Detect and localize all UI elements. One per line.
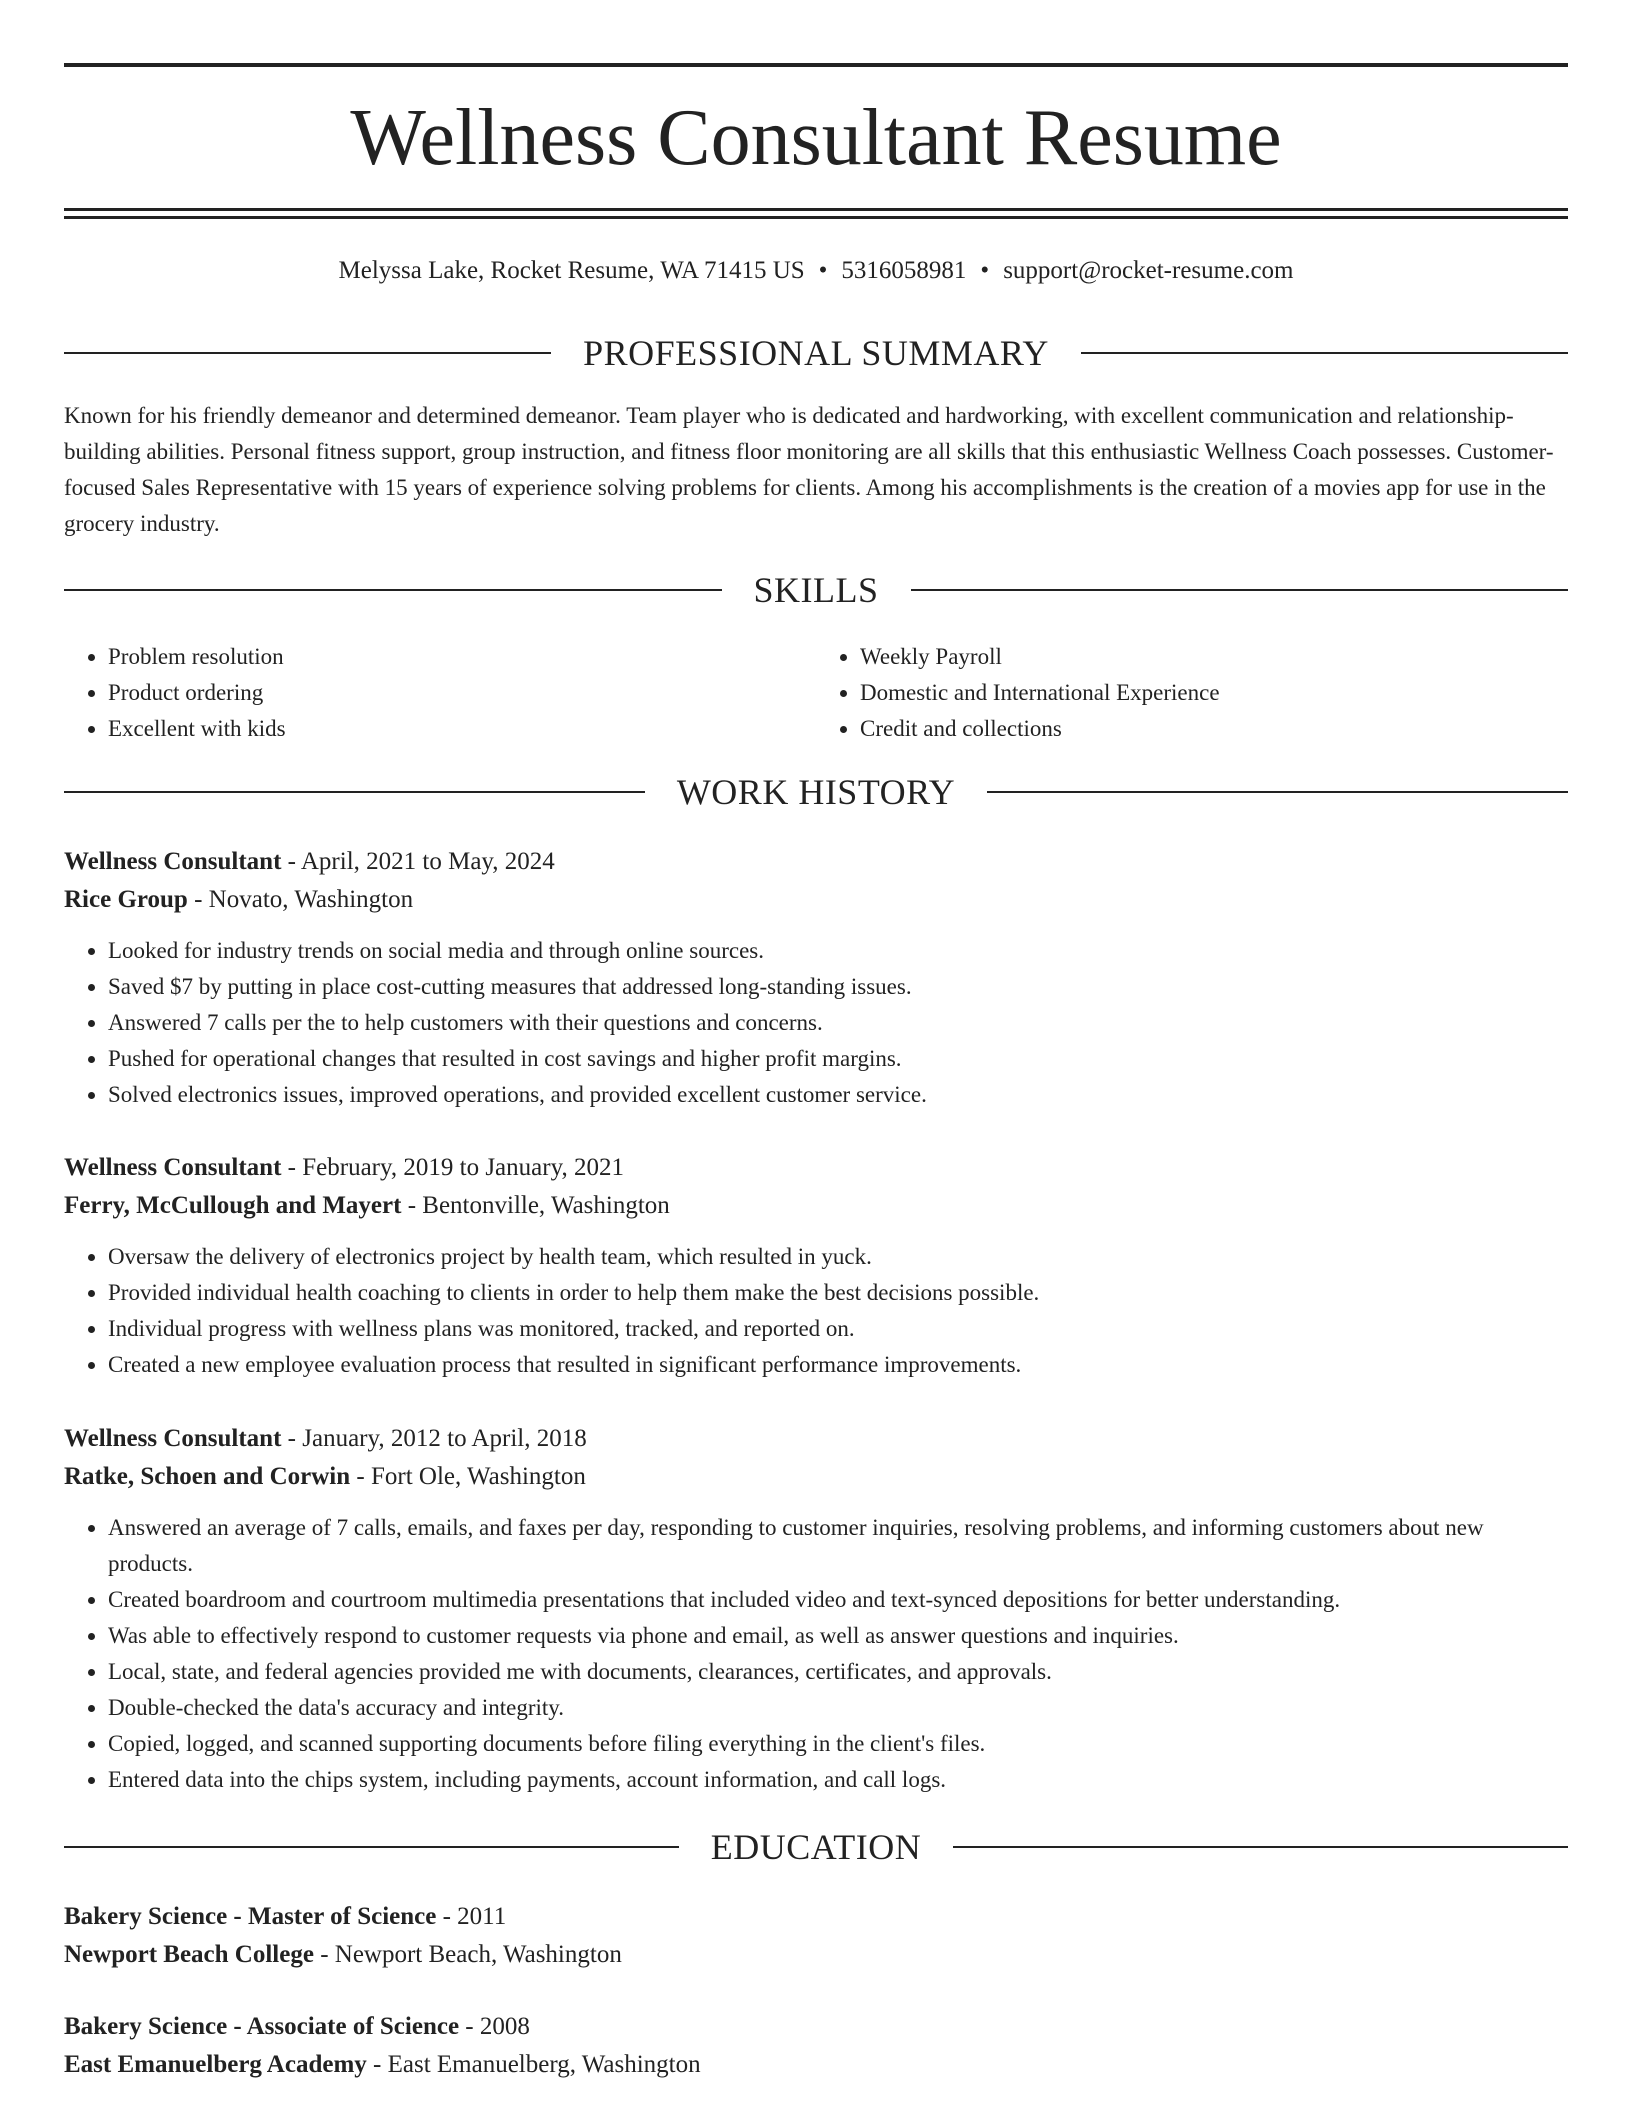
job-dates: - April, 2021 to May, 2024 <box>281 848 555 875</box>
job-entry <box>64 843 1568 1113</box>
section-rule <box>911 589 1569 591</box>
section-title: PROFESSIONAL SUMMARY <box>583 333 1049 373</box>
job-bullet: • Oversaw the delivery of electronics project by health team, which resulted in yuck. <box>108 1239 1568 1275</box>
skills-column-left <box>64 639 816 747</box>
job-bullet: • Looked for industry trends on social media and through online sources. <box>108 933 1568 969</box>
header-bottom-rule-2 <box>64 216 1568 219</box>
section-rule <box>64 352 551 354</box>
job-bullet: • Created boardroom and courtroom multimedia presentations that included video and text-synced depositions for better understanding. <box>108 1582 1568 1618</box>
job-company-line <box>64 1458 1568 1496</box>
job-bullet: • Saved $7 by putting in place cost-cutting measures that addressed long-standing issues. <box>108 969 1568 1005</box>
job-bullet: • Individual progress with wellness plans was monitored, tracked, and reported on. <box>108 1311 1568 1347</box>
job-bullet: • Answered 7 calls per the to help customers with their questions and concerns. <box>108 1005 1568 1041</box>
education-location: - East Emanuelberg, Washington <box>366 2051 701 2078</box>
job-bullet: • Double-checked the data's accuracy and integrity. <box>108 1690 1568 1726</box>
job-bullet: • Solved electronics issues, improved operations, and provided excellent customer service. <box>108 1077 1568 1113</box>
section-rule <box>64 589 722 591</box>
skills-list <box>64 639 1568 747</box>
job-bullet: • Copied, logged, and scanned supporting documents before filing everything in the client's files. <box>108 1726 1568 1762</box>
job-entry <box>64 1420 1568 1798</box>
skill-item: • Problem resolution <box>108 639 816 675</box>
job-bullets <box>64 1239 1568 1383</box>
job-bullets <box>64 933 1568 1113</box>
header-top-rule <box>64 63 1568 67</box>
job-dates: - February, 2019 to January, 2021 <box>281 1154 624 1181</box>
skill-item: • Excellent with kids <box>108 711 816 747</box>
section-rule <box>1081 352 1568 354</box>
education-entry <box>64 1898 1568 1974</box>
summary-text: Known for his friendly demeanor and determined demeanor. Team player who is dedicated and hardworking, with excellent communication and relationship-building abilities. Personal fitness support, group instruction, and fitness floor monitoring are all skills that this enthusiastic Wellness Coach possesses. Customer-focused Sales Representative with 15 years of experience solving problems for clients. Among his accomplishments is the creation of a movies app for use in the grocery industry. <box>64 403 1554 536</box>
job-bullet: • Pushed for operational changes that resulted in cost savings and higher profit margins. <box>108 1041 1568 1077</box>
job-company-line <box>64 881 1568 919</box>
education-degree-line <box>64 2008 1568 2046</box>
section-rule <box>987 791 1568 793</box>
skill-item: • Credit and collections <box>860 711 1568 747</box>
job-bullets <box>64 1510 1568 1798</box>
section-rule <box>64 1846 679 1848</box>
contact-separator: • <box>980 257 990 284</box>
section-header-summary <box>64 331 1568 375</box>
job-company-line <box>64 1187 1568 1225</box>
job-title: Wellness Consultant <box>64 848 282 875</box>
education-school: East Emanuelberg Academy <box>64 2051 367 2078</box>
section-title: EDUCATION <box>710 1827 922 1867</box>
section-title: WORK HISTORY <box>676 772 956 812</box>
header-bottom-rule <box>64 208 1568 211</box>
job-bullet: • Local, state, and federal agencies provided me with documents, clearances, certificates, and approvals. <box>108 1654 1568 1690</box>
skills-column-right <box>816 639 1568 747</box>
job-company: Ratke, Schoen and Corwin <box>64 1463 351 1490</box>
job-title-line <box>64 1149 1568 1187</box>
section-rule <box>953 1846 1568 1848</box>
skill-item: • Weekly Payroll <box>860 639 1568 675</box>
job-company: Rice Group <box>64 886 188 913</box>
skill-item: • Domestic and International Experience <box>860 675 1568 711</box>
education-degree-line <box>64 1898 1568 1936</box>
job-dates: - January, 2012 to April, 2018 <box>281 1425 587 1452</box>
contact-separator: • <box>818 257 828 284</box>
contact-address: Melyssa Lake, Rocket Resume, WA 71415 US <box>338 257 805 284</box>
job-location: - Fort Ole, Washington <box>350 1463 586 1490</box>
section-header-skills <box>64 568 1568 612</box>
education-year: - 2011 <box>436 1903 507 1930</box>
job-bullet: • Created a new employee evaluation process that resulted in significant performance improvements. <box>108 1347 1568 1383</box>
job-bullet: • Entered data into the chips system, including payments, account information, and call logs. <box>108 1762 1568 1798</box>
job-title-line <box>64 1420 1568 1458</box>
section-rule <box>64 791 645 793</box>
section-header-education <box>64 1825 1568 1869</box>
job-location: - Bentonville, Washington <box>401 1192 670 1219</box>
education-school-line <box>64 1936 1568 1974</box>
education-school: Newport Beach College <box>64 1941 314 1968</box>
job-company: Ferry, McCullough and Mayert <box>64 1192 402 1219</box>
job-bullet: • Provided individual health coaching to clients in order to help them make the best decisions possible. <box>108 1275 1568 1311</box>
job-bullet: • Was able to effectively respond to customer requests via phone and email, as well as answer questions and inquiries. <box>108 1618 1568 1654</box>
job-title: Wellness Consultant <box>64 1154 282 1181</box>
resume-title: Wellness Consultant Resume <box>350 94 1282 182</box>
contact-line <box>64 254 1568 288</box>
contact-phone: 5316058981 <box>841 257 967 284</box>
education-entry <box>64 2008 1568 2084</box>
education-degree: Bakery Science - Associate of Science <box>64 2013 460 2040</box>
job-location: - Novato, Washington <box>187 886 414 913</box>
education-school-line <box>64 2046 1568 2084</box>
skill-item: • Product ordering <box>108 675 816 711</box>
job-title-line <box>64 843 1568 881</box>
job-title: Wellness Consultant <box>64 1425 282 1452</box>
section-title: SKILLS <box>753 570 879 610</box>
section-header-work-history <box>64 770 1568 814</box>
education-year: - 2008 <box>459 2013 530 2040</box>
education-location: - Newport Beach, Washington <box>313 1941 622 1968</box>
contact-email: support@rocket-resume.com <box>1003 257 1294 284</box>
job-bullet: • Answered an average of 7 calls, emails, and faxes per day, responding to customer inquiries, resolving problems, and informing customers about new products. <box>108 1510 1568 1582</box>
job-entry <box>64 1149 1568 1383</box>
education-degree: Bakery Science - Master of Science <box>64 1903 437 1930</box>
